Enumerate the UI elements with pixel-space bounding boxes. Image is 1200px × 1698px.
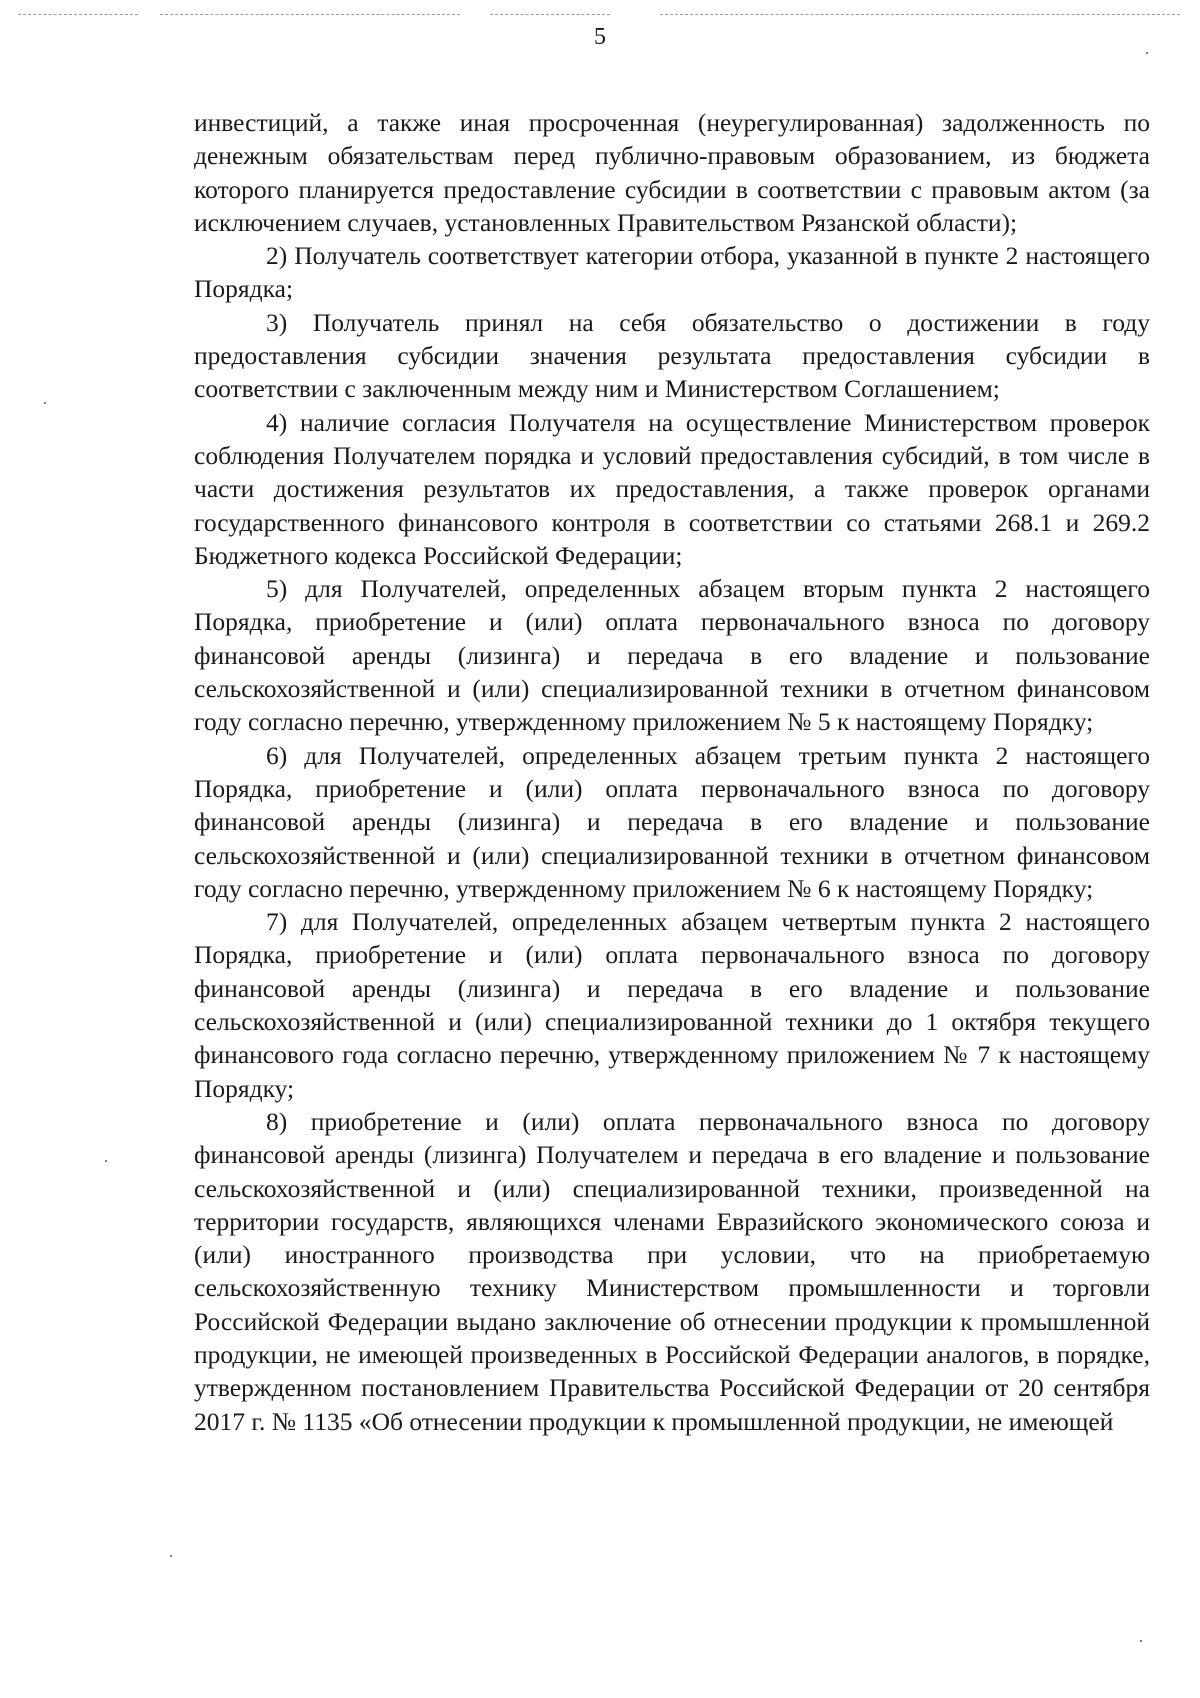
scan-speck bbox=[44, 402, 46, 404]
list-item-4: 4) наличие согласия Получателя на осуществление Министерством проверок соблюдения Получателем порядка и условий предоставления субсидий, в том числе в части достижения результатов их предоставления, а также проверок органами государственного финансового контроля в соответствии со статьями 268.1 и 269.2 Бюджетного кодекса Российской Федерации; bbox=[194, 407, 1150, 570]
list-item-8: 8) приобретение и (или) оплата первоначального взноса по договору финансовой аренды (лизинга) Получателем и передача в его владение и пользование сельскохозяйственной и (или) специализированной техники, произведенной на территории государств, являющихся членами Евразийского экономического союза и (или) иностранного производства при условии, что на приобретаемую сельскохозяйственную технику Министерством промышленности и торговли Российской Федерации выдано заключение об отнесении продукции к промышленной продукции, не имеющей произведенных в Российской Федерации аналогов, в порядке, утвержденном постановлением Правительства Российской Федерации от 20 сентября 2017 г. № 1135 «Об отнесении продукции к промышленной продукции, не имеющей bbox=[194, 1106, 1150, 1436]
scan-artifact-line bbox=[18, 14, 138, 15]
list-item-5: 5) для Получателей, определенных абзацем вторым пункта 2 настоящего Порядка, приобретение и (или) оплата первоначального взноса по договору финансовой аренды (лизинга) и передача в его владение и пользование сельскохозяйственной и (или) специализированной техники в отчетном финансовом году согласно перечню, утвержденному приложением № 5 к настоящему Порядку; bbox=[194, 574, 1150, 737]
document-body bbox=[194, 106, 1150, 1438]
scan-speck bbox=[170, 1555, 172, 1557]
scan-speck bbox=[1146, 52, 1148, 54]
scan-artifact-line bbox=[490, 14, 610, 15]
list-item-6: 6) для Получателей, определенных абзацем третьим пункта 2 настоящего Порядка, приобретение и (или) оплата первоначального взноса по договору финансовой аренды (лизинга) и передача в его владение и пользование сельскохозяйственной и (или) специализированной техники в отчетном финансовом году согласно перечню, утвержденному приложением № 6 к настоящему Порядку; bbox=[194, 740, 1150, 903]
scan-speck bbox=[105, 1160, 107, 1162]
scan-speck bbox=[1140, 1640, 1142, 1642]
paragraph-continuation: инвестиций, а также иная просроченная (неурегулированная) задолженность по денежным обязательствам перед публично-правовым образованием, из бюджета которого планируется предоставление субсидии в соответствии с правовым актом (за исключением случаев, установленных Правительством Рязанской области); bbox=[194, 108, 1150, 237]
page-number: 5 bbox=[594, 24, 606, 50]
list-item-7: 7) для Получателей, определенных абзацем четвертым пункта 2 настоящего Порядка, приобретение и (или) оплата первоначального взноса по договору финансовой аренды (лизинга) и передача в его владение и пользование сельскохозяйственной и (или) специализированной техники до 1 октября текущего финансового года согласно перечню, утвержденному приложением № 7 к настоящему Порядку; bbox=[194, 907, 1150, 1103]
scan-artifact-line bbox=[160, 14, 460, 15]
scan-artifact-line bbox=[660, 14, 1180, 15]
list-item-3: 3) Получатель принял на себя обязательство о достижении в году предоставления субсидии значения результата предоставления субсидии в соответствии с заключенным между ним и Министерством Соглашением; bbox=[194, 307, 1150, 404]
list-item-2: 2) Получатель соответствует категории отбора, указанной в пункте 2 настоящего Порядка; bbox=[194, 241, 1150, 304]
